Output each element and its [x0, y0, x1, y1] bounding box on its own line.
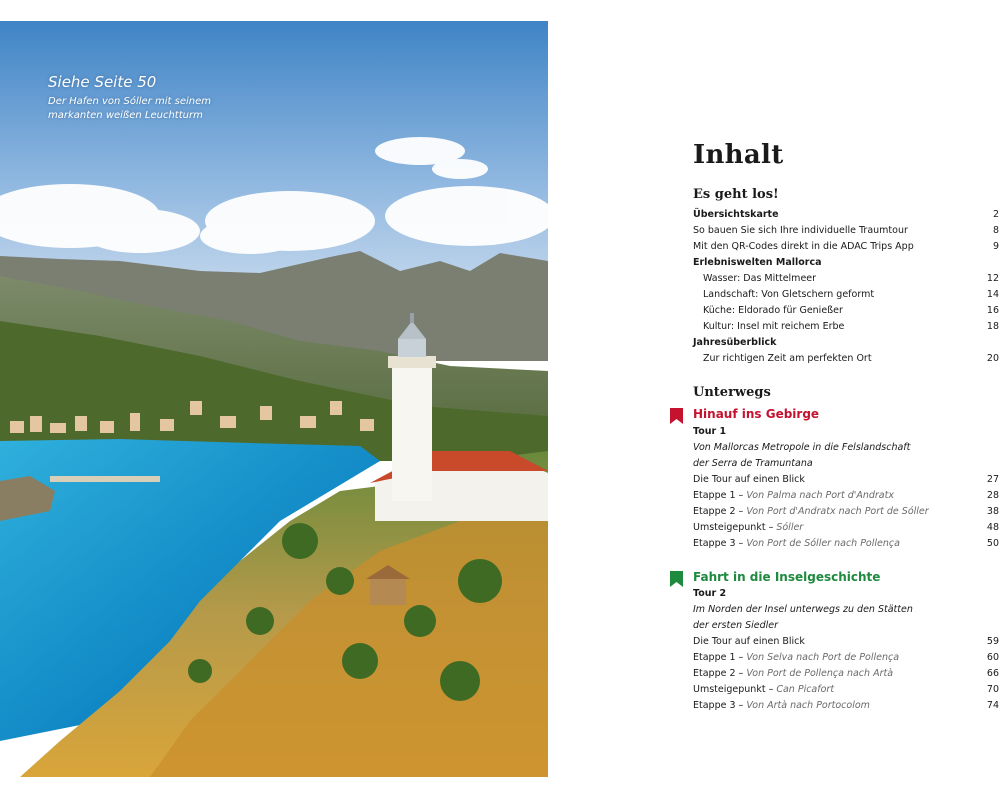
toc-entry-page: 16 — [986, 305, 999, 316]
bookmark-icon — [670, 408, 683, 424]
separator: – — [735, 490, 747, 501]
tour1-heading[interactable] — [693, 407, 819, 421]
section-heading-unterwegs: Unterwegs — [693, 385, 771, 400]
toc-entry-label — [693, 488, 894, 504]
toc-entry-page: 8 — [992, 225, 999, 236]
stage-route: Can Picafort — [776, 684, 835, 695]
toc-entry[interactable] — [693, 634, 1000, 650]
toc-entry[interactable] — [693, 239, 1000, 255]
photo-caption — [48, 73, 211, 123]
tour1-number — [693, 424, 1000, 440]
toc-entry[interactable] — [693, 207, 1000, 223]
toc-entry-label: Die Tour auf einen Blick — [693, 474, 805, 485]
toc-title: Inhalt — [693, 140, 784, 170]
toc-entry[interactable] — [693, 472, 1000, 488]
toc-entry-page: 28 — [986, 490, 999, 501]
toc-entry[interactable] — [693, 319, 1000, 335]
toc-entry-label: Küche: Eldorado für Genießer — [703, 305, 843, 316]
tour2-number — [693, 586, 1000, 602]
separator: – — [735, 506, 747, 517]
toc-entry-label — [693, 650, 899, 666]
stage-prefix: Etappe 3 — [693, 538, 736, 549]
toc-entry-label: Kultur: Insel mit reichem Erbe — [703, 321, 845, 332]
caption-title: Siehe Seite 50 — [48, 73, 157, 91]
section-heading-es-geht-los: Es geht los! — [693, 187, 779, 202]
separator: – — [765, 684, 777, 695]
caption-line-2: markanten weißen Leuchtturm — [48, 110, 203, 121]
lighthouse-landscape-image — [0, 21, 548, 777]
stage-prefix: Etappe 2 — [693, 668, 736, 679]
stage-prefix: Umsteigepunkt — [693, 684, 766, 695]
toc-entry-page: 59 — [986, 636, 999, 647]
tour1-title: Hinauf ins Gebirge — [693, 407, 820, 421]
toc-entry-label: Die Tour auf einen Blick — [693, 636, 805, 647]
toc-entry-page: 18 — [986, 321, 999, 332]
tour2-heading[interactable] — [693, 570, 880, 584]
toc-entry[interactable] — [693, 271, 1000, 287]
tour-description: Im Norden der Insel unterwegs zu den Stätten — [693, 604, 913, 615]
toc-entry-label: Übersichtskarte — [693, 209, 779, 220]
toc-entry[interactable] — [693, 287, 1000, 303]
tour-description: der Serra de Tramuntana — [693, 458, 813, 469]
toc-entry-label: So bauen Sie sich Ihre individuelle Traumtour — [693, 225, 908, 236]
toc-entry-label: Zur richtigen Zeit am perfekten Ort — [703, 353, 872, 364]
toc-entry-label — [693, 666, 893, 682]
toc-entry-page: 2 — [992, 209, 999, 220]
toc-entry-page: 66 — [986, 668, 999, 679]
stage-prefix: Umsteigepunkt — [693, 522, 766, 533]
toc-entry[interactable] — [693, 536, 1000, 552]
stage-route: Sóller — [776, 522, 804, 533]
toc-entry-page: 50 — [986, 538, 999, 549]
separator: – — [735, 668, 747, 679]
tour1-description-line1 — [693, 440, 1000, 456]
toc-entry[interactable] — [693, 698, 1000, 714]
stage-route: Von Selva nach Port de Pollença — [746, 652, 900, 663]
toc-entry-page: 20 — [986, 353, 999, 364]
bookmark-icon — [670, 571, 683, 587]
stage-route: Von Port de Sóller nach Pollença — [746, 538, 900, 549]
toc-entry[interactable] — [693, 223, 1000, 239]
caption-line-1: Der Hafen von Sóller mit seinem — [48, 96, 211, 107]
tour1-description-line2 — [693, 456, 1000, 472]
stage-route: Von Artà nach Portocolom — [746, 700, 870, 711]
toc-entry-page: 70 — [986, 684, 999, 695]
toc-entry-label — [693, 536, 900, 552]
toc-entry-label — [693, 504, 929, 520]
tour2-description-line1 — [693, 602, 1000, 618]
toc-entry[interactable] — [693, 650, 1000, 666]
toc-entry-label — [693, 682, 834, 698]
toc-entry-label: Landschaft: Von Gletschern geformt — [703, 289, 875, 300]
separator: – — [735, 700, 747, 711]
toc-entry-page: 60 — [986, 652, 999, 663]
toc-entry-page: 14 — [986, 289, 999, 300]
toc-entry-label — [693, 698, 870, 714]
stage-prefix: Etappe 3 — [693, 700, 736, 711]
toc-entry-label: Jahresüberblick — [693, 337, 777, 348]
toc-entry[interactable] — [693, 682, 1000, 698]
separator: – — [735, 538, 747, 549]
toc-entry-label: Erlebniswelten Mallorca — [693, 257, 822, 268]
stage-prefix: Etappe 2 — [693, 506, 736, 517]
stage-route: Von Port de Pollença nach Artà — [746, 668, 894, 679]
tour-description: Von Mallorcas Metropole in die Felslandschaft — [693, 442, 911, 453]
tour-number-label: Tour 2 — [693, 588, 727, 599]
toc-entry-page: 48 — [986, 522, 999, 533]
stage-prefix: Etappe 1 — [693, 652, 736, 663]
tour-number-label: Tour 1 — [693, 426, 727, 437]
stage-route: Von Port d'Andratx nach Port de Sóller — [746, 506, 929, 517]
toc-entry-page: 27 — [986, 474, 999, 485]
separator: – — [765, 522, 777, 533]
stage-prefix: Etappe 1 — [693, 490, 736, 501]
toc-entry-page: 12 — [986, 273, 999, 284]
toc-entry-page: 9 — [992, 241, 999, 252]
toc-entry-label: Mit den QR-Codes direkt in die ADAC Trips App — [693, 241, 914, 252]
toc-entry[interactable] — [693, 351, 1000, 367]
toc-entry[interactable] — [693, 504, 1000, 520]
toc-entry-page: 74 — [986, 700, 999, 711]
tour2-title: Fahrt in die Inselgeschichte — [693, 570, 881, 584]
toc-entry[interactable] — [693, 520, 1000, 536]
toc-entry-label — [693, 520, 803, 536]
toc-entry-label: Wasser: Das Mittelmeer — [703, 273, 817, 284]
toc-entry[interactable] — [693, 303, 1000, 319]
toc-group-heading — [693, 255, 1000, 271]
separator: – — [735, 652, 747, 663]
toc-group-heading — [693, 335, 1000, 351]
toc-entry[interactable] — [693, 488, 1000, 504]
toc-entry-page: 38 — [986, 506, 999, 517]
toc-entry[interactable] — [693, 666, 1000, 682]
stage-route: Von Palma nach Port d'Andratx — [746, 490, 894, 501]
tour-description: der ersten Siedler — [693, 620, 779, 631]
cover-photo — [0, 21, 548, 777]
tour2-description-line2 — [693, 618, 1000, 634]
